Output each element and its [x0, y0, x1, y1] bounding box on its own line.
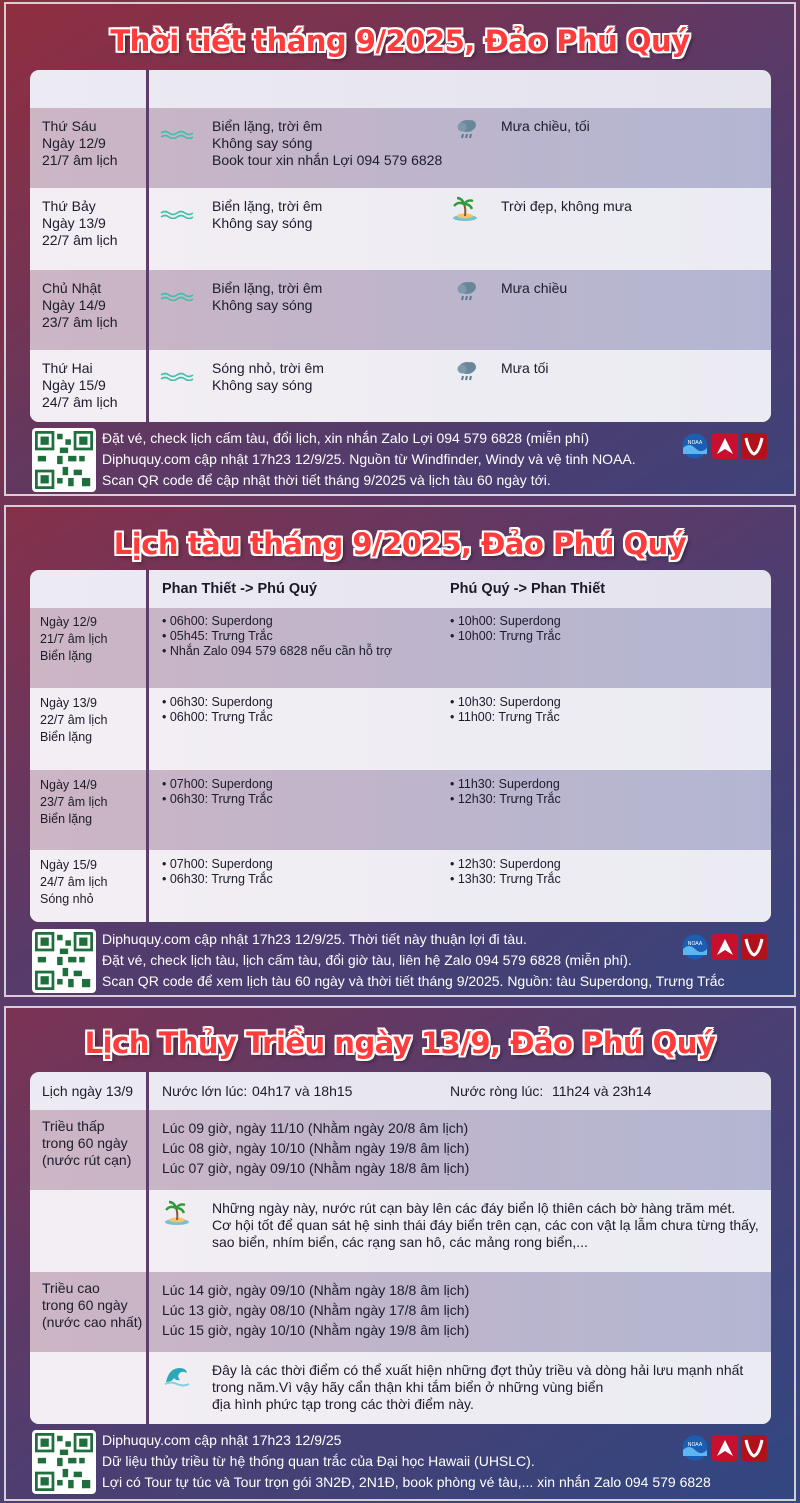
- table-row: Thứ Bảy Ngày 13/9 22/7 âm lịch Biển lặng, trời êm Không say sóng Trời đẹp, không mưa: [30, 188, 771, 270]
- wave-icon: [160, 291, 194, 301]
- tide-footer: Diphuquy.com cập nhật 17h23 12/9/25 Dữ liệu thủy triều từ hệ thống quan trắc của Đại học Hawaii (UHSLC). Lợi có Tour tự túc và Tour trọn gói 3N2Đ, 2N1Đ, book phòng vé tàu,... xin nhắn Zalo 094 579 6828 NOAA: [32, 1430, 768, 1496]
- big-wave-icon: [164, 1362, 190, 1388]
- low-tide-row: Triều thấp trong 60 ngày (nước rút cạn) Lúc 09 giờ, ngày 11/10 (Nhằm ngày 20/8 âm lịch) Lúc 08 giờ, ngày 10/10 (Nhằm ngày 19/8 âm lịch) Lúc 07 giờ, ngày 09/10 (Nhằm ngày 18/8 âm lịch): [30, 1110, 771, 1190]
- high-water-value: 04h17 và 18h15: [252, 1083, 353, 1099]
- svg-text:NOAA: NOAA: [687, 941, 703, 947]
- high-tide-note-row: Đây là các thời điểm có thể xuất hiện những đợt thủy triều và dòng hải lưu mạnh nhất trong năm.Vì vậy hãy cẩn thận khi tắm biển ở những vùng biển địa hình phức tạp trong các thời điểm này.: [30, 1352, 771, 1424]
- col-return-header: Phú Quý -> Phan Thiết: [450, 581, 606, 597]
- high-tide-row: Triều cao trong 60 ngày (nước cao nhất) Lúc 14 giờ, ngày 09/10 (Nhằm ngày 18/8 âm lịch) Lúc 13 giờ, ngày 08/10 (Nhằm ngày 17/8 âm lịch) Lúc 15 giờ, ngày 10/10 (Nhằm ngày 19/8 âm lịch): [30, 1272, 771, 1352]
- weather-footer: Đặt vé, check lịch cấm tàu, đổi lịch, xin nhắn Zalo Lợi 094 579 6828 (miễn phí) Diphuquy.com cập nhật 17h23 12/9/25. Nguồn từ Windfinder, Windy và vệ tinh NOAA. Scan QR code để cập nhật thời tiết tháng 9/2025 và lịch tàu 60 ngày tới. NOAA: [32, 428, 768, 494]
- weather-header-row: [30, 70, 771, 108]
- rain-cloud-icon: [454, 278, 480, 304]
- svg-text:NOAA: NOAA: [687, 440, 703, 446]
- rain-cloud-icon: [454, 358, 480, 384]
- tide-header-row: [30, 1072, 771, 1110]
- table-row: Chủ Nhật Ngày 14/9 23/7 âm lịch Biển lặng, trời êm Không say sóng Mưa chiều: [30, 270, 771, 350]
- palm-island-icon: [164, 1200, 190, 1226]
- source-logos: [682, 432, 768, 460]
- rain-cloud-icon: [454, 116, 480, 142]
- source-logos: [682, 933, 768, 961]
- weather-table: [30, 70, 771, 422]
- ferry-title: Lịch tàu tháng 9/2025, Đảo Phú Quý: [113, 527, 687, 561]
- table-row: Ngày 14/9 23/7 âm lịch Biển lặng • 07h00: Superdong • 06h30: Trưng Trắc • 11h30: Superdong • 12h30: Trưng Trắc: [30, 770, 771, 850]
- tide-table: [30, 1072, 771, 1424]
- windfinder-logo: [712, 934, 738, 960]
- low-tide-note-row: Những ngày này, nước rút cạn bày lên các đáy biển lộ thiên cách bờ hàng trăm mét. Cơ hội tốt để quan sát hệ sinh thái đáy biển trên cạn, các con vật lạ lẫm chưa từng thấy, sao biển, nhím biển, các rạng san hô, các mảng rong biển,...: [30, 1190, 771, 1272]
- tide-section: [4, 1006, 796, 1501]
- table-row: Thứ Hai Ngày 15/9 24/7 âm lịch Sóng nhỏ, trời êm Không say sóng Mưa tối: [30, 350, 771, 422]
- qr-code-icon[interactable]: [32, 428, 96, 492]
- source-logos: [682, 1434, 768, 1462]
- windy-logo: [741, 433, 767, 459]
- table-row: Ngày 12/9 21/7 âm lịch Biển lặng • 06h00: Superdong • 05h45: Trưng Trắc • Nhắn Zalo 094 579 6828 nếu cần hỗ trợ • 10h00: Superdong • 10h00: Trưng Trắc: [30, 608, 771, 688]
- weather-section: [4, 2, 796, 496]
- windy-logo: [741, 934, 767, 960]
- tide-title: Lịch Thủy Triều ngày 13/9, Đảo Phú Quý: [84, 1026, 716, 1060]
- high-water-label: Nước lớn lúc:: [162, 1083, 248, 1099]
- windfinder-logo: [712, 1435, 738, 1461]
- table-row: Ngày 13/9 22/7 âm lịch Biển lặng • 06h30: Superdong • 06h00: Trưng Trắc • 10h30: Superdong • 11h00: Trưng Trắc: [30, 688, 771, 770]
- noaa-logo: [683, 434, 708, 459]
- low-water-label: Nước ròng lúc:: [450, 1083, 544, 1099]
- wave-icon: [160, 371, 194, 381]
- ferry-footer: Diphuquy.com cập nhật 17h23 12/9/25. Thời tiết này thuận lợi đi tàu. Đặt vé, check lịch tàu, lịch cấm tàu, đổi giờ tàu, liên hệ Zalo 094 579 6828 (miễn phí). Scan QR code để xem lịch tàu 60 ngày và thời tiết tháng 9/2025. Nguồn: tàu Superdong, Trưng Trắc NOAA: [32, 929, 768, 995]
- ferry-table: [30, 570, 771, 922]
- ferry-header-row: [30, 570, 771, 608]
- palm-island-icon: [452, 196, 478, 222]
- tide-date-label: Lịch ngày 13/9: [42, 1083, 134, 1099]
- weather-title: Thời tiết tháng 9/2025, Đảo Phú Quý: [110, 24, 690, 58]
- svg-text:NOAA: NOAA: [687, 1442, 703, 1448]
- noaa-logo: [683, 1436, 708, 1461]
- wave-icon: [160, 129, 194, 139]
- qr-code-icon[interactable]: [32, 929, 96, 993]
- wave-icon: [160, 209, 194, 219]
- noaa-logo: [683, 935, 708, 960]
- low-water-value: 11h24 và 23h14: [552, 1083, 652, 1099]
- table-row: Thứ Sáu Ngày 12/9 21/7 âm lịch Biển lặng, trời êm Không say sóng Book tour xin nhắn Lợi 094 579 6828 Mưa chiều, tối: [30, 108, 771, 188]
- col-outbound-header: Phan Thiết -> Phú Quý: [162, 581, 318, 597]
- table-row: Ngày 15/9 24/7 âm lịch Sóng nhỏ • 07h00: Superdong • 06h30: Trưng Trắc • 12h30: Superdong • 13h30: Trưng Trắc: [30, 850, 771, 922]
- qr-code-icon[interactable]: [32, 1430, 96, 1494]
- ferry-section: [4, 505, 796, 997]
- windy-logo: [741, 1435, 767, 1461]
- windfinder-logo: [712, 433, 738, 459]
